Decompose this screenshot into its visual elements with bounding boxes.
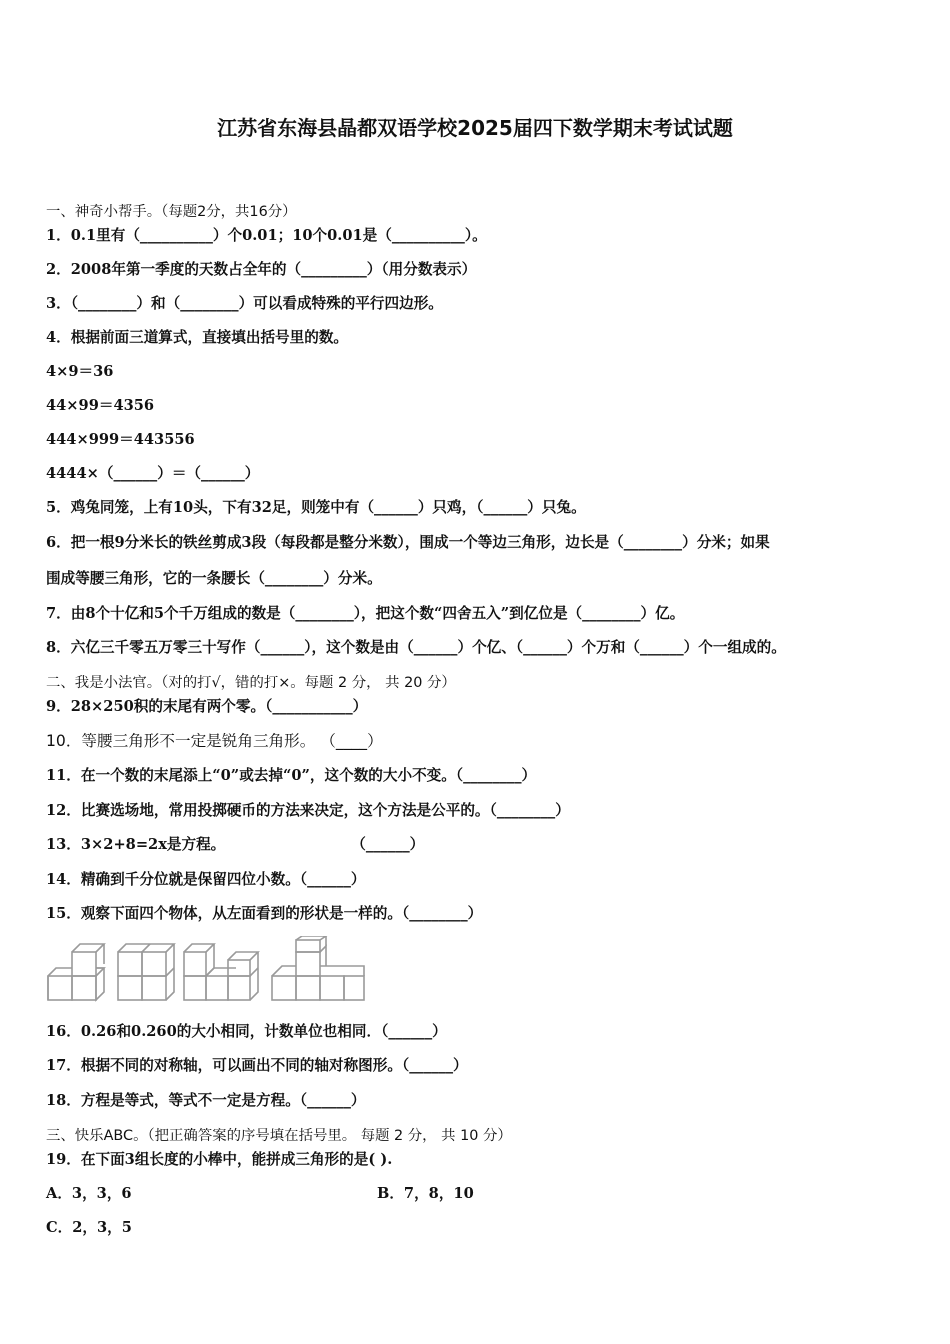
question-4-eq2: 44×99＝4356 [46, 397, 155, 414]
question-13 [46, 835, 424, 855]
cube-objects-figure [44, 936, 374, 1006]
question-15: 15．观察下面四个物体，从左面看到的形状是一样的。（________） [46, 905, 483, 922]
question-14: 14．精确到千分位就是保留四位小数。（______） [46, 871, 366, 888]
question-4: 4．根据前面三道算式，直接填出括号里的数。 [46, 329, 349, 346]
question-19-option-c: C．2，3，5 [46, 1219, 132, 1236]
question-4-eq1: 4×9＝36 [46, 363, 114, 380]
cube-object-4 [272, 936, 364, 1000]
section-1-heading: 一、神奇小帮手。（每题2分，共16分） [46, 204, 297, 220]
exam-title: 江苏省东海县晶都双语学校2025届四下数学期末考试试题 [217, 116, 733, 140]
question-17: 17．根据不同的对称轴，可以画出不同的轴对称图形。（______） [46, 1057, 468, 1074]
question-19-option-a: A．3，3，6 [46, 1185, 132, 1202]
question-6-line1: 6．把一根9分米长的铁丝剪成3段（每段都是整分米数），围成一个等边三角形，边长是（________）分米；如果 [46, 534, 770, 551]
question-13-blank: （______） [351, 836, 425, 853]
question-6-line2: 围成等腰三角形，它的一条腰长（________）分米。 [46, 570, 382, 587]
question-18: 18．方程是等式，等式不一定是方程。（______） [46, 1092, 366, 1109]
question-13-text: 13．3×2+8=2x是方程。 [46, 836, 226, 853]
question-4-eq4: 4444×（______）＝（______） [46, 465, 260, 482]
question-12: 12．比赛选场地，常用投掷硬币的方法来决定，这个方法是公平的。（________） [46, 802, 570, 819]
question-19: 19．在下面3组长度的小棒中，能拼成三角形的是( ). [46, 1151, 393, 1168]
question-7: 7．由8个十亿和5个千万组成的数是（________），把这个数“四舍五入”到亿位是（________）亿。 [46, 605, 685, 622]
question-5: 5．鸡兔同笼，上有10头，下有32足，则笼中有（______）只鸡，（______）只兔。 [46, 499, 586, 516]
question-3: 3．（________）和（________）可以看成特殊的平行四边形。 [46, 295, 443, 312]
section-3-heading: 三、快乐ABC。（把正确答案的序号填在括号里。 每题 2 分， 共 10 分） [46, 1128, 512, 1144]
section-2-heading: 二、我是小法官。（对的打√，错的打×。每题 2 分， 共 20 分） [46, 675, 456, 691]
cube-object-3 [184, 944, 258, 1000]
cube-object-2 [118, 944, 174, 1000]
question-9: 9．28×250积的末尾有两个零。（___________） [46, 698, 368, 715]
cube-object-1 [48, 944, 104, 1000]
question-4-eq3: 444×999＝443556 [46, 431, 195, 448]
question-19-option-b: B．7，8，10 [377, 1185, 474, 1202]
question-2: 2．2008年第一季度的天数占全年的（_________）（用分数表示） [46, 261, 477, 278]
question-1: 1．0.1里有（__________）个0.01；10个0.01是（__________）。 [46, 227, 487, 244]
question-8: 8．六亿三千零五万零三十写作（______），这个数是由（______）个亿、（______）个万和（______）个一组成的。 [46, 639, 786, 656]
question-11: 11．在一个数的末尾添上“0”或去掉“0”，这个数的大小不变。（________） [46, 767, 537, 784]
question-16: 16．0.26和0.260的大小相同，计数单位也相同．（______） [46, 1023, 447, 1040]
question-10: 10．等腰三角形不一定是锐角三角形。 （____） [46, 732, 383, 750]
